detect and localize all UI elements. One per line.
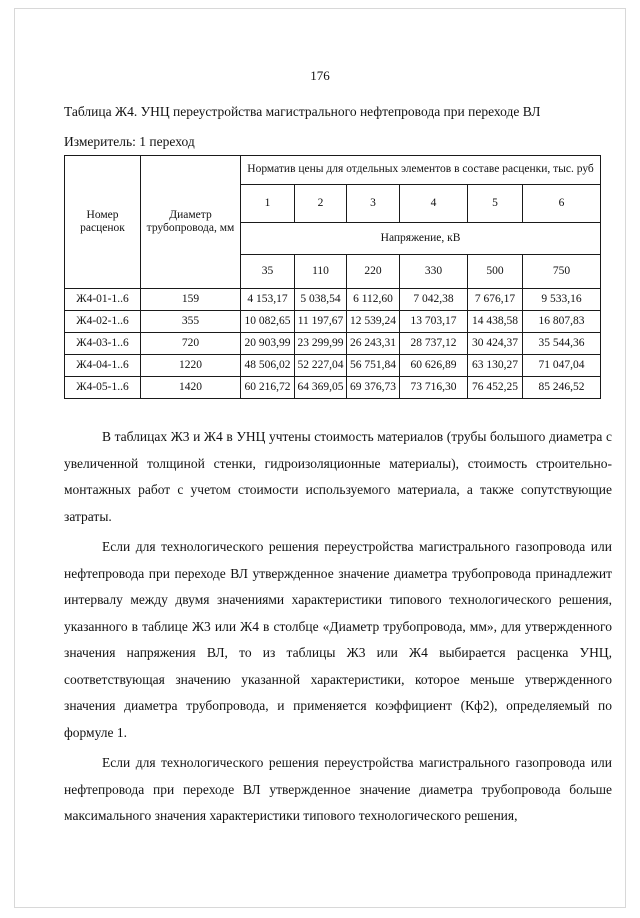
price-cell: 4 153,17 <box>241 289 295 311</box>
body-text <box>64 424 612 830</box>
table-row <box>65 355 601 377</box>
price-cell: 56 751,84 <box>347 355 400 377</box>
price-cell: 5 038,54 <box>295 289 347 311</box>
price-cell: 64 369,05 <box>295 377 347 399</box>
element-number-header: 6 <box>523 185 601 223</box>
price-cell: 14 438,58 <box>468 311 523 333</box>
price-cell: 69 376,73 <box>347 377 400 399</box>
rate-code-cell: Ж4-05-1..6 <box>65 377 141 399</box>
rate-code-cell: Ж4-02-1..6 <box>65 311 141 333</box>
column-header-diameter: Диаметр трубопровода, мм <box>141 156 241 289</box>
paragraph: Если для технологического решения переустройства магистрального газопровода или нефтепровода при переходе ВЛ утвержденное значение диаметра трубопровода больше максимального значения характеристики типового технологического решения, <box>64 755 612 823</box>
price-cell: 63 130,27 <box>468 355 523 377</box>
voltage-label: Напряжение, кВ <box>241 223 601 255</box>
voltage-header: 220 <box>347 255 400 289</box>
paragraph: В таблицах Ж3 и Ж4 в УНЦ учтены стоимость материалов (трубы большого диаметра с увеличенной толщиной стенки, гидроизоляционные материалы), стоимость строительно-монтажных работ с учетом стоимости используемого материала, а также сопутствующие затраты. <box>64 429 612 524</box>
diameter-cell: 720 <box>141 333 241 355</box>
price-cell: 16 807,83 <box>523 311 601 333</box>
diameter-cell: 159 <box>141 289 241 311</box>
column-header-group: Норматив цены для отдельных элементов в составе расценки, тыс. руб <box>241 156 601 185</box>
price-cell: 60 626,89 <box>400 355 468 377</box>
voltage-header: 330 <box>400 255 468 289</box>
price-cell: 23 299,99 <box>295 333 347 355</box>
table-title: Таблица Ж4. УНЦ переустройства магистрального нефтепровода при переходе ВЛ <box>64 104 541 119</box>
element-number-header: 1 <box>241 185 295 223</box>
price-cell: 85 246,52 <box>523 377 601 399</box>
page-number: 176 <box>310 68 330 83</box>
price-cell: 9 533,16 <box>523 289 601 311</box>
price-cell: 60 216,72 <box>241 377 295 399</box>
price-cell: 71 047,04 <box>523 355 601 377</box>
price-cell: 11 197,67 <box>295 311 347 333</box>
header-row-group <box>65 156 601 185</box>
element-number-header: 4 <box>400 185 468 223</box>
price-cell: 48 506,02 <box>241 355 295 377</box>
rate-code-cell: Ж4-03-1..6 <box>65 333 141 355</box>
element-number-header: 2 <box>295 185 347 223</box>
element-number-header: 3 <box>347 185 400 223</box>
price-cell: 26 243,31 <box>347 333 400 355</box>
price-cell: 73 716,30 <box>400 377 468 399</box>
table-row <box>65 377 601 399</box>
diameter-cell: 1420 <box>141 377 241 399</box>
price-cell: 35 544,36 <box>523 333 601 355</box>
price-cell: 10 082,65 <box>241 311 295 333</box>
price-cell: 76 452,25 <box>468 377 523 399</box>
price-cell: 12 539,24 <box>347 311 400 333</box>
price-cell: 13 703,17 <box>400 311 468 333</box>
price-cell: 52 227,04 <box>295 355 347 377</box>
measure-unit: Измеритель: 1 переход <box>64 134 195 149</box>
table-row <box>65 311 601 333</box>
voltage-header: 500 <box>468 255 523 289</box>
voltage-header: 750 <box>523 255 601 289</box>
paragraph: Если для технологического решения переустройства магистрального газопровода или нефтепровода при переходе ВЛ утвержденное значение диаметра трубопровода принадлежит интервалу между двумя значениями характеристики типового технологического решения, указанного в таблице Ж3 или Ж4 в столбце «Диаметр трубопровода, мм», для утвержденного значения напряжения ВЛ, то из таблицы Ж3 или Ж4 выбирается расценка УНЦ, соответствующая значению указанной характеристики, которое меньше утвержденного значения диаметра трубопровода, и применяется коэффициент (Кф2), определяемый по формуле 1. <box>64 539 612 740</box>
price-cell: 30 424,37 <box>468 333 523 355</box>
table-row <box>65 333 601 355</box>
rate-code-cell: Ж4-01-1..6 <box>65 289 141 311</box>
voltage-header: 110 <box>295 255 347 289</box>
table-row <box>65 289 601 311</box>
diameter-cell: 1220 <box>141 355 241 377</box>
diameter-cell: 355 <box>141 311 241 333</box>
price-cell: 7 676,17 <box>468 289 523 311</box>
price-cell: 6 112,60 <box>347 289 400 311</box>
element-number-header: 5 <box>468 185 523 223</box>
voltage-header: 35 <box>241 255 295 289</box>
price-cell: 28 737,12 <box>400 333 468 355</box>
price-table <box>64 155 601 399</box>
price-cell: 7 042,38 <box>400 289 468 311</box>
rate-code-cell: Ж4-04-1..6 <box>65 355 141 377</box>
price-cell: 20 903,99 <box>241 333 295 355</box>
column-header-number: Номер расценок <box>65 156 141 289</box>
